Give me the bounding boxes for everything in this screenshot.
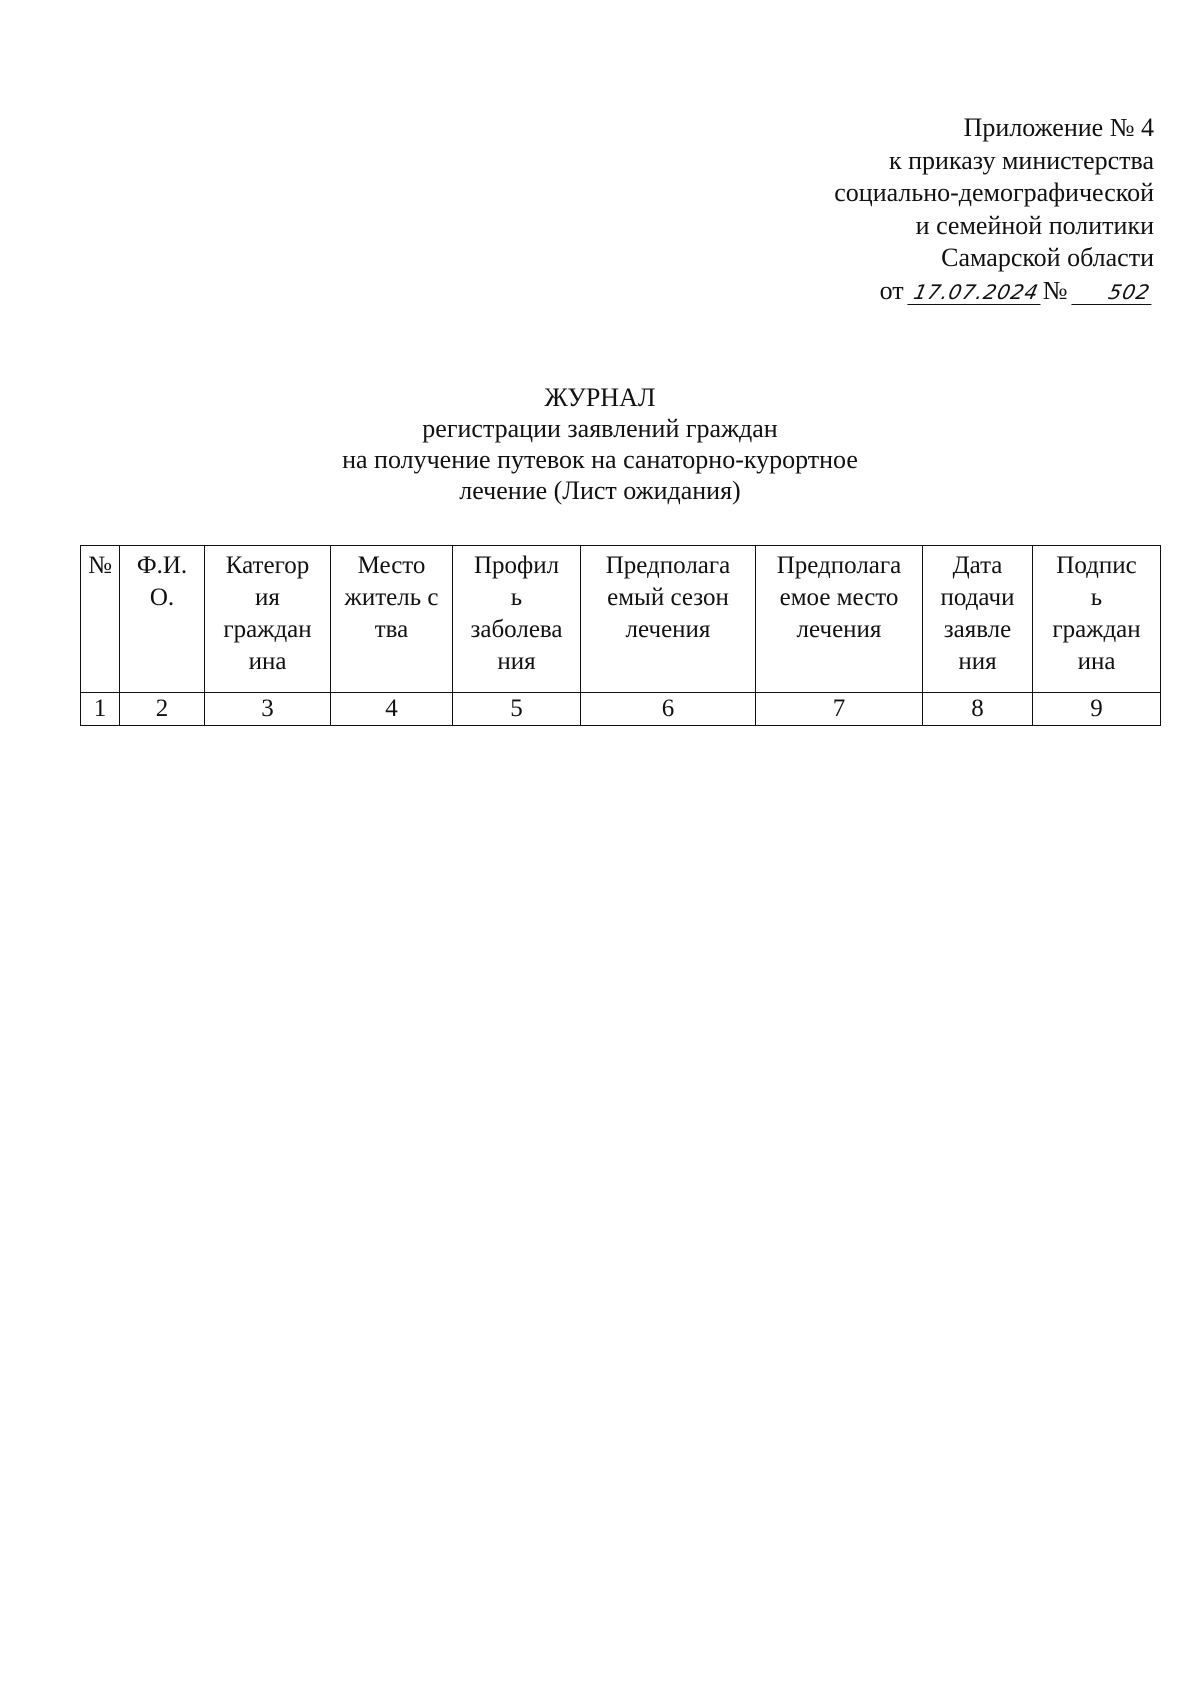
appendix-line: и семейной политики xyxy=(915,210,1154,240)
header-full-name: Ф.И. О. xyxy=(120,546,205,693)
header-application-date: Дата подачи заявле ния xyxy=(923,546,1033,693)
column-number-cell: 6 xyxy=(581,693,756,726)
appendix-block xyxy=(734,112,1154,307)
header-number: № xyxy=(81,546,120,693)
number-label: № xyxy=(1042,275,1068,305)
header-category: Категор ия граждан ина xyxy=(205,546,331,693)
appendix-line: Приложение № 4 xyxy=(963,113,1154,142)
title-line: регистрации заявлений граждан xyxy=(422,414,778,443)
column-number-cell: 7 xyxy=(756,693,923,726)
column-number-cell: 4 xyxy=(331,693,453,726)
from-label: от xyxy=(879,275,904,305)
handwritten-number: 502 xyxy=(1071,280,1156,305)
table-row xyxy=(81,693,1161,726)
header-treatment-season: Предполага емый сезон лечения xyxy=(581,546,756,693)
column-number-cell: 2 xyxy=(120,693,205,726)
header-citizen-signature: Подпис ь граждан ина xyxy=(1033,546,1161,693)
column-number-cell: 5 xyxy=(453,693,581,726)
appendix-line: к приказу министерства xyxy=(889,145,1154,175)
header-disease-profile: Профил ь заболева ния xyxy=(453,546,581,693)
table-header-row xyxy=(81,546,1161,693)
appendix-line: социально-демографической xyxy=(834,178,1154,207)
column-number-cell: 8 xyxy=(923,693,1033,726)
appendix-line: Самарской области xyxy=(941,243,1154,272)
document-title xyxy=(0,382,1200,506)
journal-table xyxy=(80,545,1161,726)
header-treatment-place: Предполага емое место лечения xyxy=(756,546,923,693)
header-residence: Место житель с тва xyxy=(331,546,453,693)
column-number-cell: 3 xyxy=(205,693,331,726)
title-heading: ЖУРНАЛ xyxy=(544,383,656,412)
title-line: на получение путевок на санаторно-курортное xyxy=(342,445,858,474)
column-number-cell: 1 xyxy=(81,693,120,726)
title-line: лечение (Лист ожидания) xyxy=(459,476,741,505)
handwritten-date: 17.07.2024 xyxy=(908,280,1046,305)
order-date-number-line xyxy=(734,275,1154,308)
column-number-cell: 9 xyxy=(1033,693,1161,726)
